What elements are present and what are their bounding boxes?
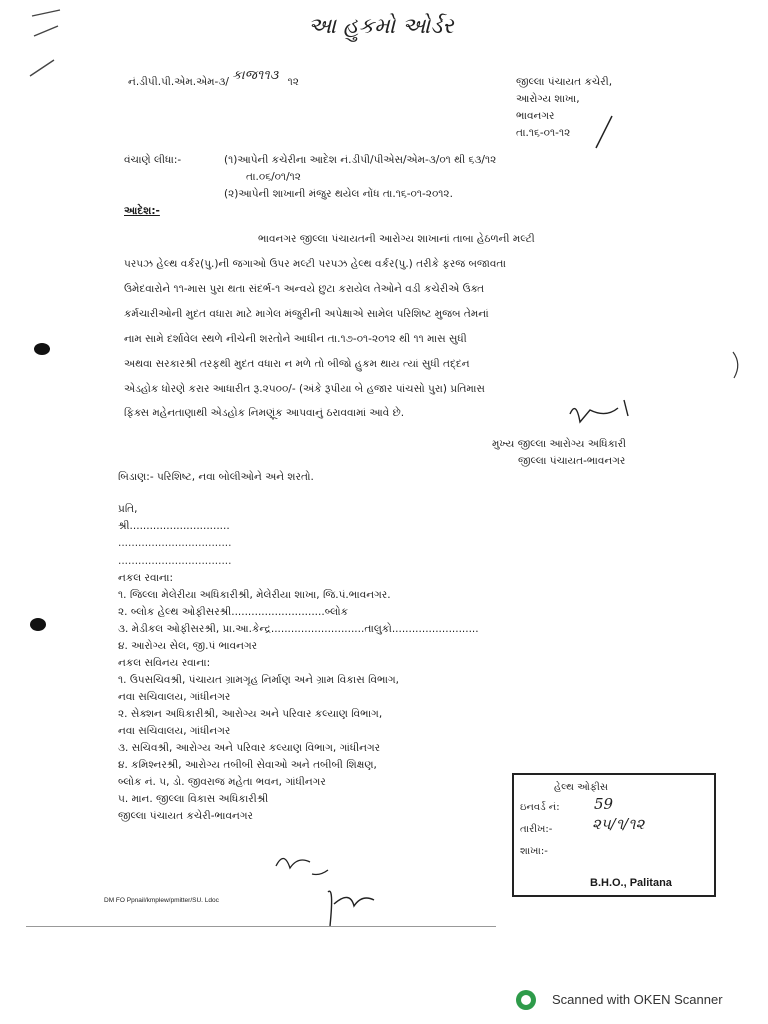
copy-to-item-2: ૨. બ્લોક હેલ્થ ઓફીસરશ્રી............................બ્લોક bbox=[118, 606, 349, 618]
body-line-1: ભાવનગર જીલ્લા પંચાયતની આરોગ્ય શાખાનાં તાબા હેઠળની મલ્ટી bbox=[258, 233, 535, 245]
sender-date: તા.૧૬-૦૧-૧૨ bbox=[516, 127, 571, 139]
copy-secretary-item-1: ૧. ઉપસચિવશ્રી, પંચાયત ગ્રામગૃહ નિર્માણ અને ગ્રામ વિકાસ વિભાગ, bbox=[118, 674, 399, 686]
copy-secretary-item-4: ૪. કમિશ્નરશ્રી, આરોગ્ય તબીબી સેવાઓ અને તબીબી શિક્ષણ, bbox=[118, 759, 377, 771]
body-line-2: પરપઝ હેલ્થ વર્કર(પુ.)ની જગાઓ ઉપર મલ્ટી પરપઝ હેલ્થ વર્કર(પુ.) તરીકે ફરજ બજાવતા bbox=[124, 258, 506, 270]
recipient-dots-1: .................................. bbox=[118, 537, 232, 549]
body-line-8: ફિક્સ મહેનતાણાથી એડહોક નિમણૂંક આપવાનું ઠરાવવામાં આવે છે. bbox=[124, 407, 405, 419]
copy-to-item-1: ૧. જિલ્લા મેલેરીયા અધિકારીશ્રી, મેલેરીયા શાખા, જિ.પં.ભાવનગર. bbox=[118, 589, 391, 601]
margin-bracket-mark bbox=[730, 350, 744, 380]
stamp-branch-label: શાખા:- bbox=[520, 846, 548, 857]
reference-1: (૧)આપેની કચેરીના આદેશ નં.ડીપી/પીએસ/એમ-૩/૦૧ થી ૬૩/૧૨ bbox=[224, 154, 497, 166]
body-line-6: અથવા સરકારશ્રી તરફથી મુદત વધારા ન મળે તો બીજો હુકમ થાય ત્યાં સુધી તદ્દન bbox=[124, 358, 470, 370]
reference-2: (૨)આપેની શાખાની મંજુર થયેલ નોંધ તા.૧૬-૦૧-૨૦૧૨. bbox=[224, 188, 453, 200]
copy-secretary-item-3: ૩. સચિવશ્રી, આરોગ્ય અને પરિવાર કલ્યાણ વિભાગ, ગાંધીનગર bbox=[118, 742, 381, 754]
stamp-inward-number: 59 bbox=[594, 795, 614, 813]
bottom-rule bbox=[26, 926, 496, 927]
recipient-shri: શ્રી.............................. bbox=[118, 520, 230, 532]
corner-scribble bbox=[24, 6, 64, 86]
ink-blot-mark bbox=[30, 618, 46, 631]
scanner-logo-icon bbox=[516, 990, 536, 1010]
signature-office: જીલ્લા પંચાયત-ભાવનગર bbox=[518, 455, 626, 467]
sender-line-3: ભાવનગર bbox=[516, 110, 555, 122]
copy-secretary-item-4b: બ્લોક નં. ૫, ડો. જીવરાજ મહેતા ભવન, ગાંધીનગર bbox=[118, 776, 326, 788]
signature-title: મુખ્ય જીલ્લા આરોગ્ય અધિકારી bbox=[492, 438, 627, 450]
order-heading: આદેશ:- bbox=[124, 205, 160, 217]
reference-1-date: તા.૦૬/૦૧/૧૨ bbox=[246, 171, 301, 183]
stamp-title: હેલ્થ ઓફીસ bbox=[554, 782, 608, 793]
stamp-date-label: તારીખ:- bbox=[520, 824, 553, 835]
stamp-date-value: ૨૫/૧/૧૨ bbox=[592, 815, 645, 833]
copy-secretary-item-5b: જીલ્લા પંચાયત કચેરી-ભાવનગર bbox=[118, 810, 253, 822]
copy-secretary-item-1b: નવા સચિવાલય, ગાંધીનગર bbox=[118, 691, 231, 703]
ref-number bbox=[128, 68, 299, 89]
enclosure: બિડાણ:- પરિશિષ્ટ, નવા બોલીઓને અને શરતો. bbox=[118, 471, 314, 483]
document-title: આ હુકમો ઓર્ડર bbox=[308, 14, 454, 39]
sender-line-1: જીલ્લા પંચાયત કચેરી, bbox=[516, 76, 613, 88]
copy-secretary-item-2b: નવા સચિવાલય, ગાંધીનગર bbox=[118, 725, 231, 737]
recipient-prati: પ્રતિ, bbox=[118, 503, 138, 515]
initials-scribble bbox=[270, 846, 380, 936]
stamp-inward-label: ઇનવર્ડ નં: bbox=[520, 802, 560, 813]
date-tick-mark bbox=[592, 112, 616, 152]
stamp-footer: B.H.O., Palitana bbox=[590, 877, 672, 889]
sender-line-2: આરોગ્ય શાખા, bbox=[516, 93, 580, 105]
ref-number-handwritten: કાજ૧૧૩ bbox=[232, 68, 279, 83]
recipient-dots-2: .................................. bbox=[118, 555, 232, 567]
ref-number-text: નં.ડીપી.પી.એમ.એમ-૩/ bbox=[128, 76, 229, 88]
punch-hole-mark bbox=[34, 343, 50, 355]
ref-number-suffix: ૧૨ bbox=[287, 76, 299, 88]
scanner-watermark: Scanned with OKEN Scanner bbox=[552, 992, 723, 1007]
copy-secretary-heading: નકલ સવિનય રવાના: bbox=[118, 657, 211, 669]
body-line-3: ઉમેદવારોને ૧૧-માસ પુરા થતા સંદર્ભ-૧ અન્વયે છુટા કરાયેલ તેઓને વડી કચેરીએ ઉક્ત bbox=[124, 283, 485, 295]
copy-secretary-item-5: ૫. માન. જીલ્લા વિકાસ અધિકારીશ્રી bbox=[118, 793, 269, 805]
footer-file-note: DM FO Ppnail/kmplew/pmitter/SU. Ldoc bbox=[104, 897, 219, 904]
copy-to-heading: નકલ રવાના: bbox=[118, 572, 173, 584]
officer-signature bbox=[566, 392, 646, 432]
body-line-7: એડહોક ધોરણે કરાર આધારીત રૂ.૨૫૦૦/- (અંકે રૂપીયા બે હજાર પાંચસો પુરા) પ્રતિમાસ bbox=[124, 383, 485, 395]
copy-to-item-4: ૪. આરોગ્ય સેલ, જી.પં ભાવનગર bbox=[118, 640, 258, 652]
copy-secretary-item-2: ૨. સેક્શન અધિકારીશ્રી, આરોગ્ય અને પરિવાર કલ્યાણ વિભાગ, bbox=[118, 708, 383, 720]
references-label: વંચાણે લીધા:- bbox=[124, 154, 182, 166]
body-line-5: નામ સામે દર્શાવેલ સ્થળે નીચેની શરતોને આધીન તા.૧૭-૦૧-૨૦૧૨ થી ૧૧ માસ સુધી bbox=[124, 333, 467, 345]
body-line-4: કર્મચારીઓની મુદત વધારા માટે માગેલ મંજુરીની અપેક્ષાએ સામેલ પરિશિષ્ટ મુજબ તેમનાં bbox=[124, 308, 489, 320]
inward-stamp bbox=[512, 773, 716, 897]
copy-to-item-3: ૩. મેડીકલ ઓફીસરશ્રી, પ્રા.આ.કેન્દ્ર............................તાલુકો.......................... bbox=[118, 623, 479, 635]
